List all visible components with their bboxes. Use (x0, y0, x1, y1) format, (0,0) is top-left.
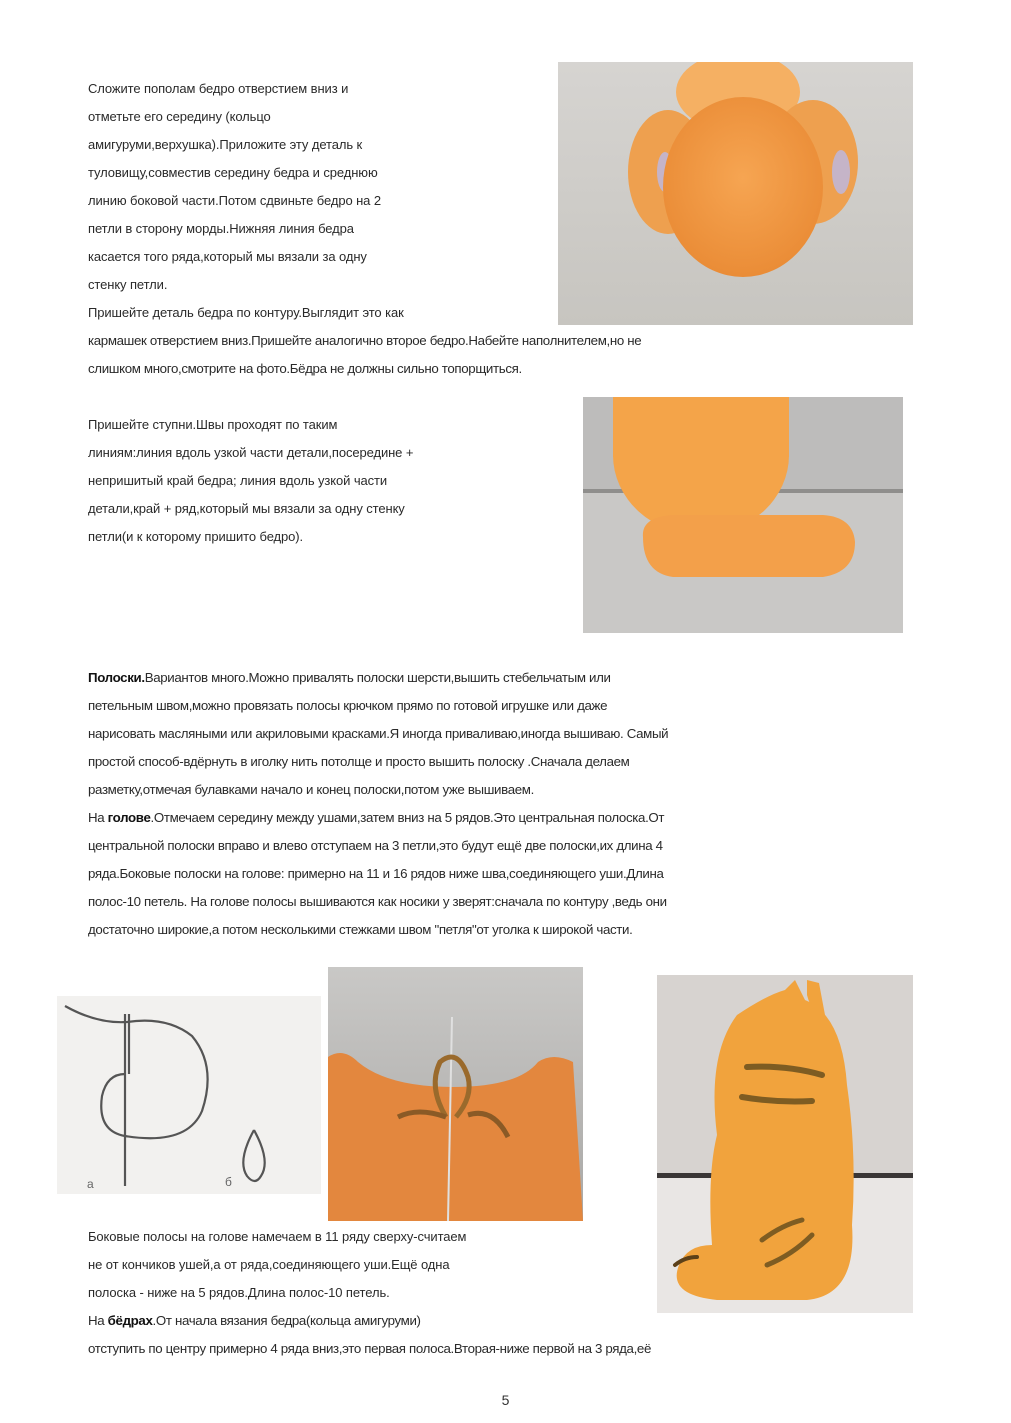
text-line: полоска - ниже на 5 рядов.Длина полос-10 петель. (88, 1285, 390, 1300)
text-line: амигуруми,верхушка).Приложите эту деталь к (88, 137, 363, 152)
diagram-loop-stitch (57, 996, 321, 1194)
text-line: полос-10 петель. На голове полосы вышиваются как носики у зверят:сначала по контуру ,ведь они (88, 894, 667, 909)
text-span: .Отмечаем середину между ушами,затем вниз на 5 рядов.Это центральная полоска.От (150, 810, 665, 825)
text-line: отметьте его середину (кольцо (88, 109, 271, 124)
text-line: непришитый край бедра; линия вдоль узкой части (88, 473, 388, 488)
text-line: Пришейте ступни.Швы проходят по таким (88, 417, 338, 432)
text-line: достаточно широкие,а потом несколькими стежками швом "петля"от уголка к широкой части. (88, 922, 633, 937)
text-line: разметку,отмечая булавками начало и конец полоски,потом уже вышиваем. (88, 782, 534, 797)
diagram-label-a: а (87, 1177, 94, 1191)
photo-embroidering-head (328, 967, 583, 1221)
text-line: отступить по центру примерно 4 ряда вниз,это первая полоса.Вторая-ниже первой на 3 ряда,её (88, 1341, 652, 1356)
text-line: простой способ-вдёрнуть в иголку нить потолще и просто вышить полоску .Сначала делаем (88, 754, 630, 769)
text-line: линию боковой части.Потом сдвиньте бедро на 2 (88, 193, 381, 208)
text-line: слишком много,смотрите на фото.Бёдра не должны сильно топорщиться. (88, 361, 522, 376)
text-line: петельным швом,можно провязать полосы крючком прямо по готовой игрушке или даже (88, 698, 608, 713)
text-line: кармашек отверстием вниз.Пришейте аналогично второе бедро.Набейте наполнителем,но не (88, 333, 642, 348)
text-line: петли в сторону морды.Нижняя линия бедра (88, 221, 354, 236)
text-line: ряда.Боковые полоски на голове: примерно на 11 и 16 рядов ниже шва,соединяющего уши.Длина (88, 866, 664, 881)
stripes-heading: Полоски. (88, 670, 145, 685)
head-bold: голове (107, 810, 151, 825)
text-line: туловищу,совместив середину бедра и среднюю (88, 165, 378, 180)
text-line: Пришейте деталь бедра по контуру.Выглядит это как (88, 305, 404, 320)
page-number: 5 (501, 1392, 510, 1408)
photo-foot-attached (583, 397, 903, 633)
text-line: стенку петли. (88, 277, 168, 292)
photo-thighs-attached (558, 62, 913, 325)
text-line: касается того ряда,который мы вязали за одну (88, 249, 367, 264)
text-line: детали,край + ряд,который мы вязали за одну стенку (88, 501, 405, 516)
text-line: не от кончиков ушей,а от ряда,соединяющего уши.Ещё одна (88, 1257, 450, 1272)
text-span: .От начала вязания бедра(кольца амигуруми) (152, 1313, 421, 1328)
text-line (88, 1314, 421, 1328)
text-line: петли(и к которому пришито бедро). (88, 529, 304, 544)
text-line (88, 671, 611, 685)
text-line: Боковые полосы на голове намечаем в 11 ряду сверху-считаем (88, 1229, 467, 1244)
photo-striped-cat (657, 975, 913, 1313)
text-span: Вариантов много.Можно привалять полоски шерсти,вышить стебельчатым или (144, 670, 611, 685)
text-span: На (88, 810, 108, 825)
text-line (88, 811, 664, 825)
text-line: линиям:линия вдоль узкой части детали,посередине + (88, 445, 414, 460)
text-line: центральной полоски вправо и влево отступаем на 3 петли,это будут ещё две полоски,их длина 4 (88, 838, 663, 853)
diagram-label-b: б (225, 1175, 232, 1189)
text-span: На (88, 1313, 108, 1328)
text-line: нарисовать масляными или акриловыми красками.Я иногда приваливаю,иногда вышиваю. Самый (88, 726, 669, 741)
text-line: Сложите пополам бедро отверстием вниз и (88, 81, 349, 96)
thigh-bold: бёдрах (107, 1313, 153, 1328)
